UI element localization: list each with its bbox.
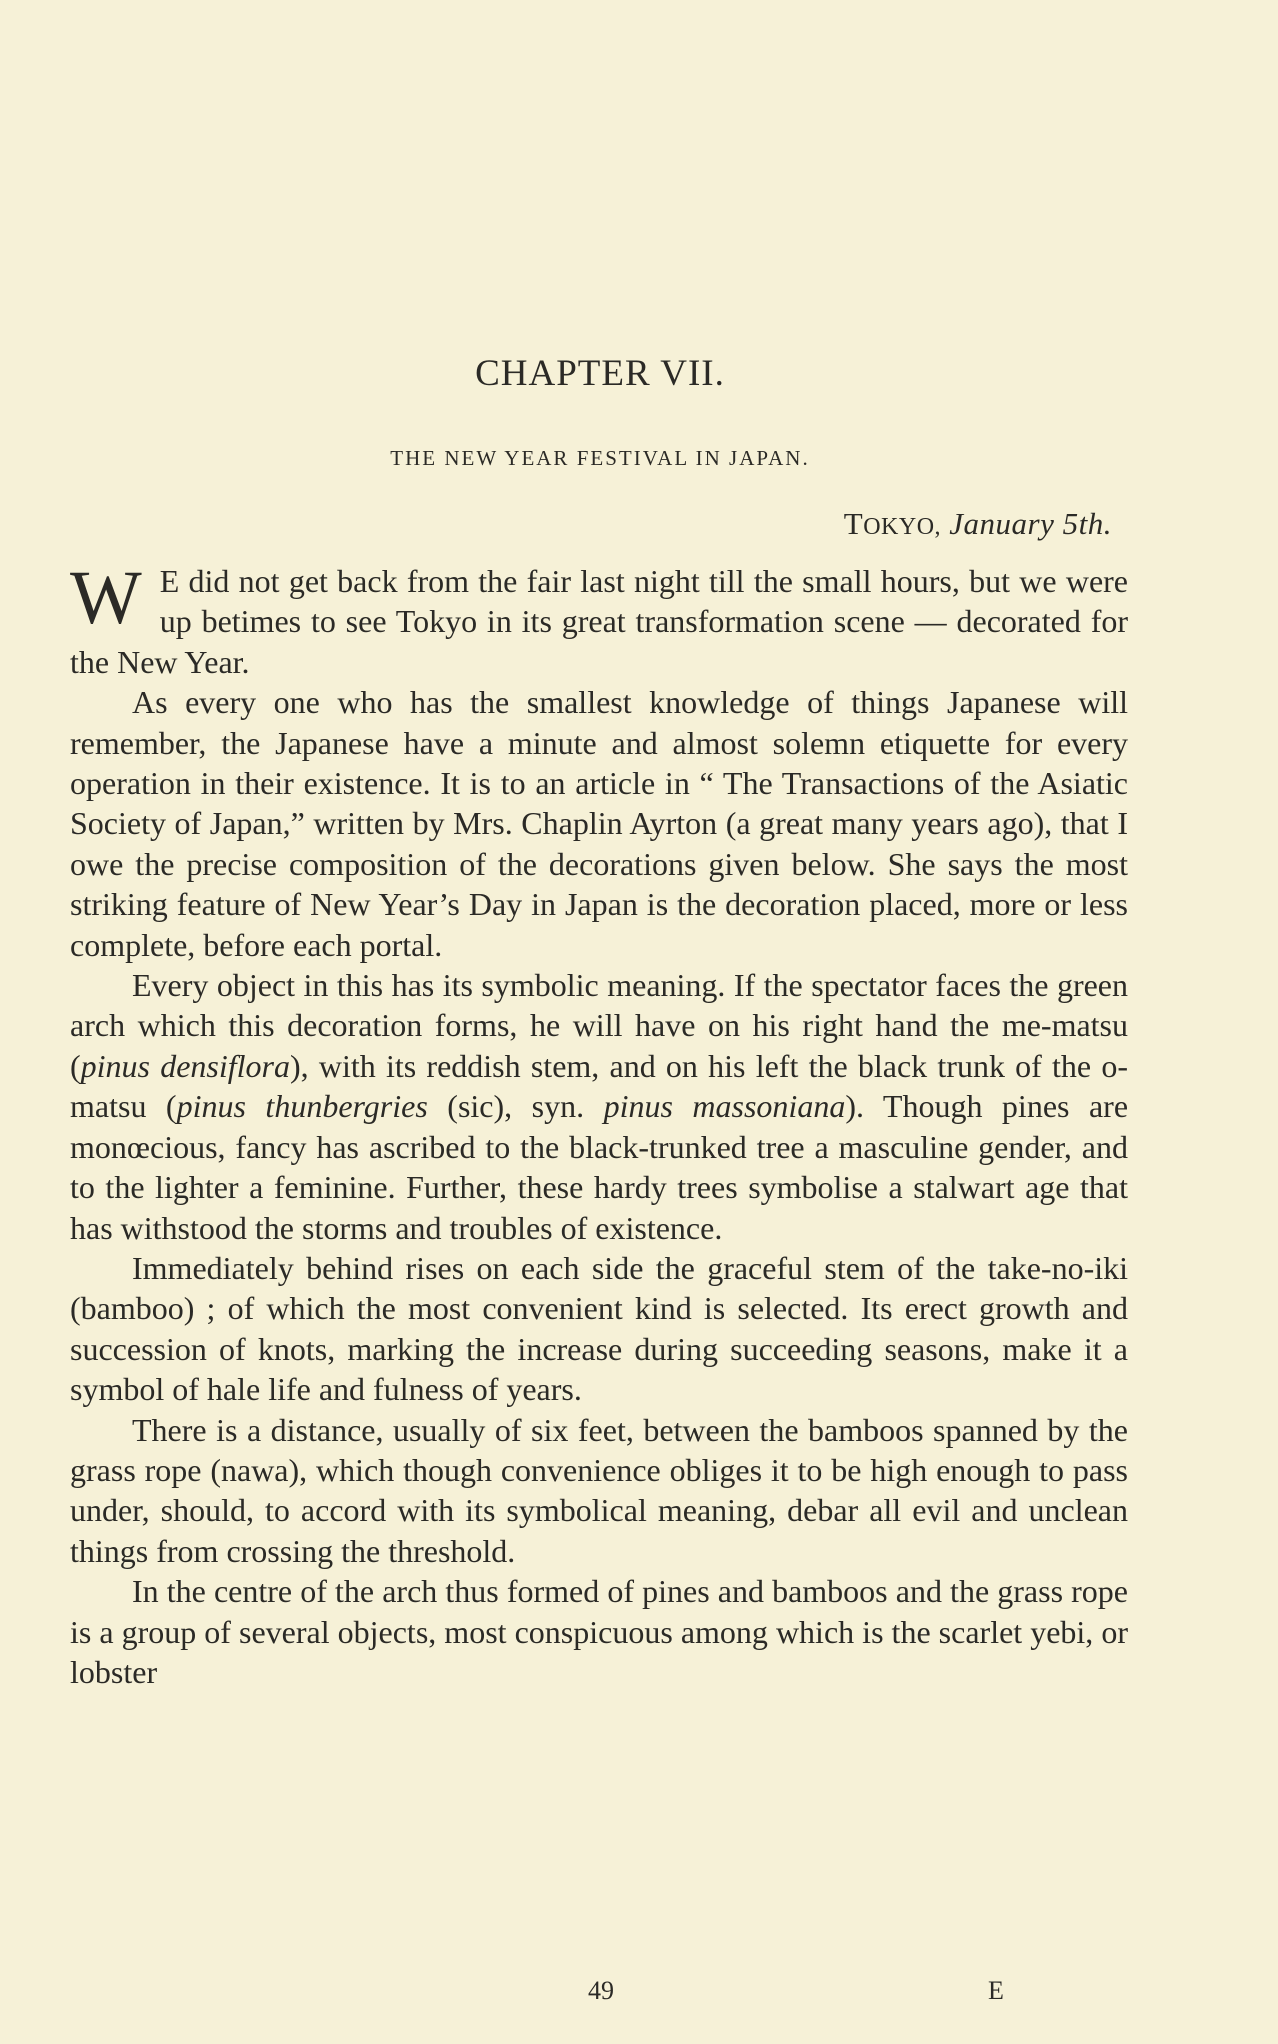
body-text <box>70 556 1129 1692</box>
dateline <box>844 506 1112 542</box>
paragraph-1-text: E did not get back from the fair last night till the small hours, but we were up betimes to see Tokyo in its great transformation scene — decorated for the New Year. <box>70 563 1128 680</box>
paragraph-1 <box>70 556 1128 682</box>
page-number: 49 <box>588 1976 614 2005</box>
paragraph-6: In the centre of the arch thus formed of pines and bamboos and the grass rope is a group of several objects, most conspicuous among which is the scarlet yebi, or lobster <box>70 1573 1128 1690</box>
species-synonym: pinus massoniana <box>603 1088 846 1125</box>
paragraph-4: Immediately behind rises on each side the graceful stem of the take-no-iki (bamboo) ; of which the most convenient kind is selected. Its erect growth and succession of knots, marking the increase during succeeding seasons, make it a symbol of hale life and fulness of years. <box>70 1249 1128 1408</box>
dateline-date: January 5th. <box>949 506 1112 541</box>
paragraph-2: As every one who has the smallest knowledge of things Japanese will remember, the Japanese have a minute and almost solemn etiquette for every operation in their existence. It is to an article in “ The Transactions of the Asiatic Society of Japan,” written by Mrs. Chaplin Ayrton (a great many years ago), that I owe the precise composition of the decorations given below. She says the most striking feature of New Year’s Day in Japan is the decoration placed, more or less complete, before each portal. <box>70 684 1128 963</box>
paragraph-3-text-g: ). Though pines are monœcious, fancy has ascribed to the black-trunked tree a masculine gender, and to the lighter a feminine. Further, these hardy trees symbolise a stalwart age that has withstood the storms and troubles of existence. <box>70 1088 1129 1246</box>
dateline-place-initial: T <box>843 506 864 541</box>
paragraph-5: There is a distance, usually of six feet, between the bamboos spanned by the grass rope (nawa), which though convenience obliges it to be high enough to pass under, should, to accord with its symbolical meaning, debar all evil and unclean things from crossing the threshold. <box>70 1411 1128 1569</box>
chapter-subtitle: THE NEW YEAR FESTIVAL IN JAPAN. <box>390 446 810 470</box>
chapter-title: CHAPTER VII. <box>475 353 725 394</box>
paragraph-3-text-e: (sic), syn. <box>427 1088 604 1125</box>
species-me-matsu: pinus densiflora <box>80 1047 290 1084</box>
paragraph-3 <box>70 965 1128 1248</box>
drop-cap: W <box>70 556 142 640</box>
species-o-matsu: pinus thunbergries <box>176 1088 428 1125</box>
paragraph-3-text-a: Every object in this has its symbolic meaning. If the spectator faces the green arch which this decoration forms, he will have on his right hand the me-matsu ( <box>70 967 1128 1084</box>
dateline-place-rest: OKYO, <box>863 514 942 540</box>
paragraph-3-text-c: ), with its reddish stem, and on his left the black trunk of the o-matsu ( <box>70 1047 1129 1125</box>
signature-mark: E <box>988 1976 1004 2005</box>
